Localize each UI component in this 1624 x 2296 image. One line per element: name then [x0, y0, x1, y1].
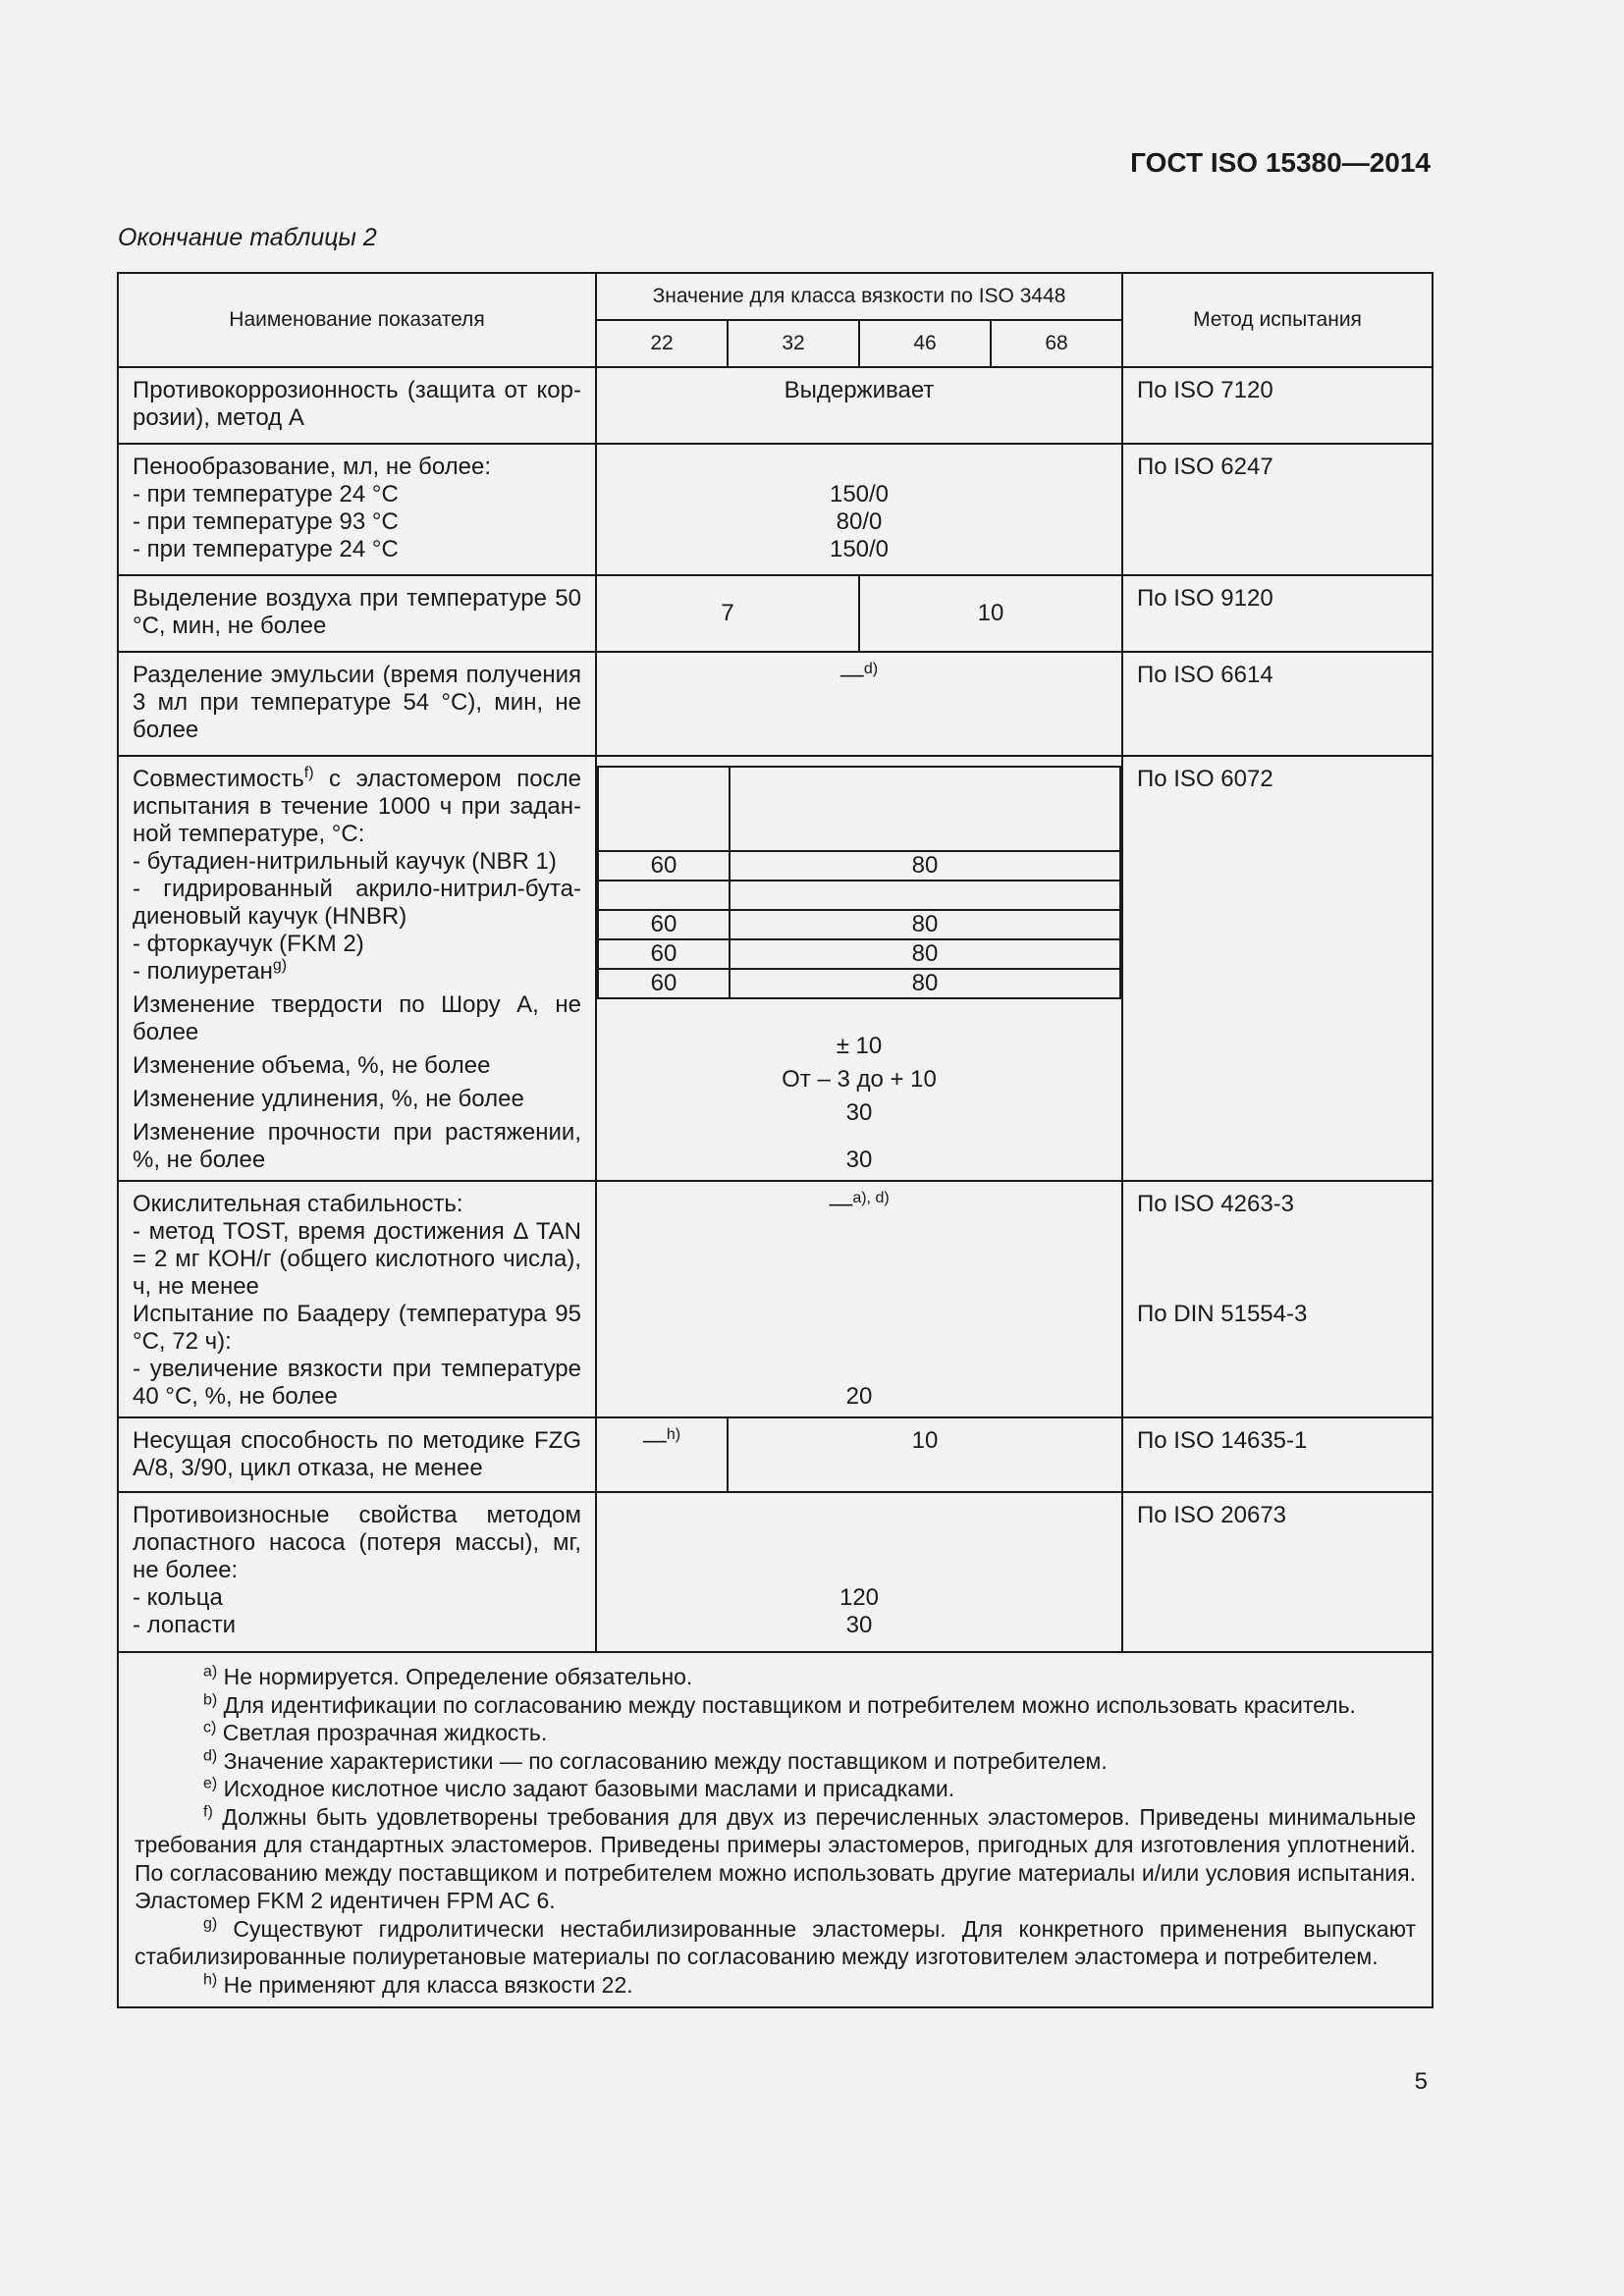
nbr-vrest: 80 — [730, 851, 1120, 881]
row-footnotes — [118, 1652, 1433, 2007]
foam-item-2: - при температуре 93 °С — [133, 508, 399, 535]
value-load-rest: 10 — [728, 1417, 1122, 1492]
tost-note: a), d) — [852, 1190, 890, 1206]
footnote-e: $^{e)}$ Исходное кислотное число задают базовыми маслами и присадками. — [203, 1775, 955, 1801]
foam-item-1: - при температуре 24 °С — [133, 481, 399, 507]
method-tost: По ISO 4263-3 — [1137, 1191, 1295, 1217]
method-foam: По ISO 6247 — [1122, 444, 1433, 575]
name-air-release: Выделение воздуха при температуре 50 °С, мин, не более — [118, 575, 596, 652]
hardness-label: Изменение твердости по Шору А, не более — [133, 991, 581, 1045]
row-oxidation — [118, 1181, 1433, 1417]
name-oxidation — [118, 1181, 596, 1417]
col-header-method: Метод испытания — [1122, 273, 1433, 367]
wear-title: Противоизносные свойства методом лопастного насоса (потеря массы), мг, не более: — [133, 1502, 581, 1583]
class-32: 32 — [728, 320, 859, 367]
row-air-release — [118, 575, 1433, 652]
name-foam — [118, 444, 596, 575]
oxidation-baader: Испытание по Баадеру (температура 95 °С, 72 ч): — [133, 1301, 581, 1355]
row-foam — [118, 444, 1433, 575]
volume-label: Изменение объема, %, не более — [133, 1052, 491, 1079]
hnbr-vrest: 80 — [730, 910, 1120, 939]
fkm-vrest: 80 — [730, 939, 1120, 969]
col-header-value: Значение для класса вязкости по ISO 3448 — [596, 273, 1122, 320]
wear-value-1: 120 — [839, 1584, 880, 1611]
method-oxidation — [1122, 1181, 1433, 1417]
class-68: 68 — [991, 320, 1122, 367]
foam-value-2: 80/0 — [836, 508, 883, 535]
elongation-label: Изменение удлинения, %, не более — [133, 1086, 524, 1112]
value-emulsion — [596, 652, 1122, 756]
standard-designation: ГОСТ ISO 15380—2014 — [1130, 147, 1431, 178]
wear-item-1: - кольца — [133, 1584, 223, 1611]
compat-pu-label: - полиуретан$^{g)}$ — [133, 957, 288, 985]
value-wear — [596, 1492, 1122, 1652]
value-oxidation — [596, 1181, 1122, 1417]
compat-note-g: g) — [272, 957, 288, 974]
footnote-f: $^{f)}$ Должны быть удовлетворены требования для двух из перечисленных эластомеров. Приведены минимальные требования для стандартных эластомеров. Приведены примеры эластомеров, пригодных для изготовления уплотнений. По согласованию между поставщиком и потребителем можно использовать другие материалы и/или условия испытания. Эластомер FKM 2 идентичен FPM AC 6. — [135, 1802, 1417, 1913]
wear-item-2: - лопасти — [133, 1612, 237, 1638]
footnote-d: $^{d)}$ Значение характеристики — по согласованию между поставщиком и потребителем. — [203, 1746, 1108, 1774]
compat-nbr-label: - бутадиен-нитрильный каучук (NBR 1) — [133, 848, 557, 875]
value-foam — [596, 444, 1122, 575]
footnote-a: $^{a)}$ Не нормируется. Определение обязательно. — [203, 1663, 693, 1689]
value-load-22: —$^{h)}$ — [596, 1417, 728, 1492]
footnote-g: $^{g)}$ Существуют гидролитически нестабилизированные эластомеры. Для конкретного применения выпускают стабилизированные полиуретановые материалы по согласованию между изготовителем эластомера и потребителем. — [135, 1914, 1417, 1969]
load-note: h) — [666, 1426, 681, 1443]
footnotes — [118, 1652, 1433, 2007]
name-emulsion: Разделение эмульсии (время получения 3 мл при температуре 54 °С), мин, не более — [118, 652, 596, 756]
wear-value-2: 30 — [845, 1612, 873, 1638]
footnote-h: $^{h)}$ Не применяют для класса вязкости 22. — [203, 1970, 633, 1998]
foam-title: Пенообразование, мл, не более: — [133, 454, 492, 480]
name-load-capacity: Несущая способность по методике FZG A/8, 3/90, цикл отказа, не менее — [118, 1417, 596, 1492]
class-22: 22 — [596, 320, 728, 367]
compat-hnbr-label: - гидрированный акрило-нитрил-бутадиеновый каучук (HNBR) — [133, 876, 581, 930]
row-load-capacity — [118, 1417, 1433, 1492]
pu-v22: 60 — [598, 969, 730, 998]
header-row — [118, 273, 1433, 320]
name-compatibility — [118, 756, 596, 1181]
method-emulsion: По ISO 6614 — [1122, 652, 1433, 756]
viscosity-value: 20 — [845, 1383, 873, 1410]
row-corrosion — [118, 367, 1433, 444]
method-baader: По DIN 51554-3 — [1137, 1301, 1308, 1327]
method-compatibility: По ISO 6072 — [1122, 756, 1433, 1181]
compat-fkm-values — [598, 939, 1120, 969]
strength-value: 30 — [845, 1147, 873, 1173]
compat-note-f: f) — [303, 765, 314, 781]
volume-value: От – 3 до + 10 — [782, 1066, 937, 1093]
footnote-c: $^{c)}$ Светлая прозрачная жидкость. — [203, 1719, 548, 1745]
hardness-value: ± 10 — [836, 1033, 883, 1059]
compat-values — [597, 766, 1121, 999]
foam-value-3: 150/0 — [829, 536, 890, 562]
tost-value: —$^{a), d)}$ — [829, 1190, 890, 1217]
nbr-v22: 60 — [598, 851, 730, 881]
oxidation-viscosity: - увеличение вязкости при температуре 40 °С, %, не более — [133, 1356, 581, 1410]
emulsion-note: d) — [863, 661, 879, 677]
name-wear — [118, 1492, 596, 1652]
elongation-value: 30 — [845, 1099, 873, 1126]
strength-label: Изменение прочности при растяжении, %, не более — [133, 1119, 581, 1173]
emulsion-dash: — — [839, 662, 864, 688]
row-emulsion — [118, 652, 1433, 756]
compat-hnbr-values — [598, 910, 1120, 939]
foam-item-3: - при температуре 24 °С — [133, 536, 399, 562]
compat-pu-values — [598, 969, 1120, 998]
row-compatibility — [118, 756, 1433, 1181]
properties-table — [117, 272, 1434, 2008]
oxidation-title: Окислительная стабильность: — [133, 1191, 463, 1217]
page-number: 5 — [1414, 2068, 1428, 2095]
col-header-name: Наименование показателя — [118, 273, 596, 367]
class-46: 46 — [859, 320, 991, 367]
value-corrosion: Выдерживает — [596, 367, 1122, 444]
fkm-v22: 60 — [598, 939, 730, 969]
oxidation-tost: - метод TOST, время достижения Δ TAN = 2 мг КОН/г (общего кислотного числа), ч, не менее — [133, 1218, 581, 1300]
compat-nbr-values — [598, 851, 1120, 881]
name-corrosion: Противокоррозионность (защита от коррозии), метод А — [118, 367, 596, 444]
pu-vrest: 80 — [730, 969, 1120, 998]
hnbr-v22: 60 — [598, 910, 730, 939]
row-wear — [118, 1492, 1433, 1652]
foam-value-1: 150/0 — [829, 481, 890, 507]
method-wear: По ISO 20673 — [1122, 1492, 1433, 1652]
value-air-22-32: 7 — [596, 575, 859, 652]
footnote-b: $^{b)}$ Для идентификации по согласованию между поставщиком и потребителем можно использовать краситель. — [203, 1690, 1356, 1718]
compat-fkm-label: - фторкаучук (FKM 2) — [133, 931, 364, 957]
table-caption: Окончание таблицы 2 — [118, 224, 377, 251]
compat-title: Совместимость$^{f)}$ с эластомером после испытания в течение 1000 ч при заданной температуре, °С: — [133, 765, 581, 847]
value-air-46-68: 10 — [859, 575, 1122, 652]
method-corrosion: По ISO 7120 — [1122, 367, 1433, 444]
method-air-release: По ISO 9120 — [1122, 575, 1433, 652]
value-compatibility — [596, 756, 1122, 1181]
method-load-capacity: По ISO 14635-1 — [1122, 1417, 1433, 1492]
